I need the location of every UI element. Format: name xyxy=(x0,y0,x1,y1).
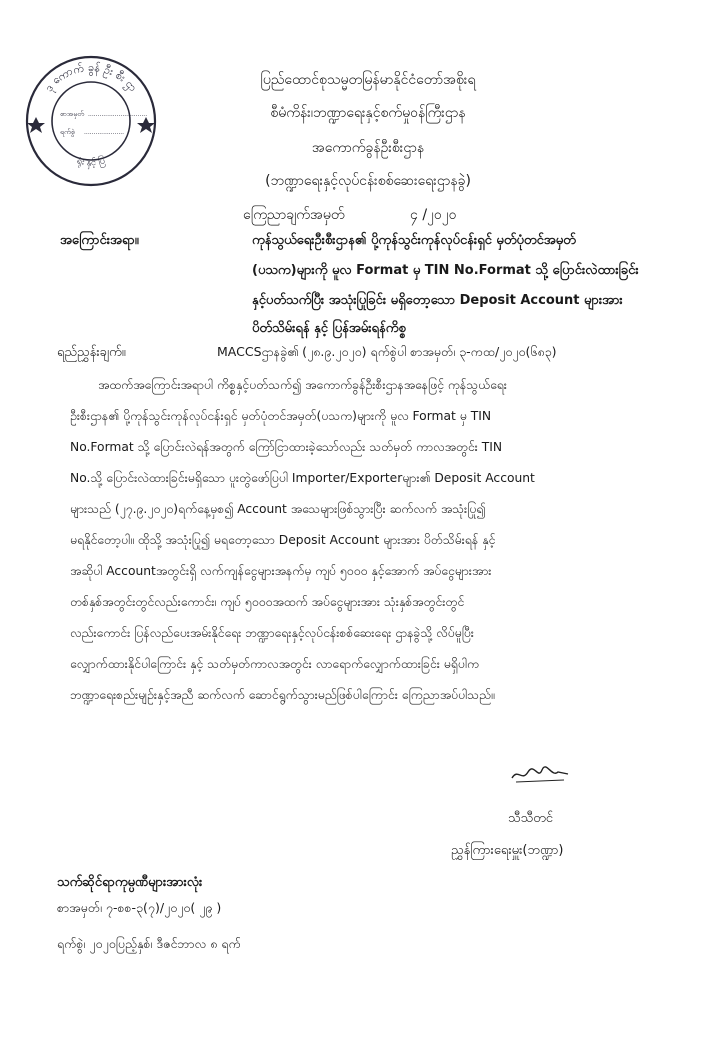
body-line: တစ်နှစ်အတွင်းတွင်လည်းကောင်း၊ ကျပ် ၅၀၀၀အထက် အပ်ငွေများအား သုံးနှစ်အတွင်းတွင် xyxy=(70,595,465,609)
division-name: (ဘဏ္ဍာရေးနှင့်လုပ်ငန်းစစ်ဆေးရေးဌာနခွဲ) xyxy=(265,173,471,189)
subject-line: (ပသက)များကို မူလ Format မှ TIN No.Format သို့ ပြောင်းလဲထားခြင်း xyxy=(252,263,639,278)
ministry-name: စီမံကိန်း၊ဘဏ္ဍာရေးနှင့်စက်မှုဝန်ကြီးဌာန xyxy=(270,105,466,121)
government-name: ပြည်ထောင်စုသမ္မတမြန်မာနိုင်ငံတော်အစိုးရ xyxy=(260,72,476,88)
star-icon xyxy=(27,117,45,133)
body-line: No.Format သို့ ပြောင်းလဲရန်အတွက် ကြော်ငြာထားခဲ့သော်လည်း သတ်မှတ် ကာလအတွင်း TIN xyxy=(70,440,503,454)
body-line: အဆိုပါ Accountအတွင်းရှိ လက်ကျန်ငွေများအနက်မှ ကျပ် ၅၀၀၀ နှင့်အောက် အပ်ငွေများအား xyxy=(70,564,492,578)
signatory-name: သီသီတင် xyxy=(508,811,554,826)
reference-label: ရည်ညွှန်းချက်။ xyxy=(57,345,126,360)
subject-line: ကုန်သွယ်ရေးဦးစီးဌာန၏ ပို့ကုန်သွင်းကုန်လုပ်ငန်းရှင် မှတ်ပုံတင်အမှတ် xyxy=(252,233,576,248)
handwritten-signature xyxy=(508,760,572,788)
notice-label: ကြေညာချက်အမှတ် xyxy=(243,207,345,223)
subject-line: နှင့်ပတ်သက်ပြီး အသုံးပြုခြင်း မရှိတော့သော Deposit Account များအား xyxy=(252,293,623,308)
document-date: ရက်စွဲ၊ ၂၀၂၀ပြည့်နှစ်၊ ဒီဇင်ဘာလ ၈ ရက် xyxy=(57,936,241,951)
reference-text: MACCSဌာနခွဲ၏ (၂၈.၉.၂၀၂၀) ရက်စွဲပါ စာအမှတ်၊ ၃-ကထ/၂၀၂၀(၆၈၃) xyxy=(217,344,557,359)
body-line: လည်းကောင်း ပြန်လည်ပေးအမ်းနိုင်ရေး ဘဏ္ဍာရေးနှင့်လုပ်ငန်းစစ်ဆေးရေး ဌာနခွဲသို့ လိပ်မူပြီး xyxy=(70,626,474,640)
seal-date-label: ရက်စွဲ xyxy=(60,128,75,136)
star-icon xyxy=(137,117,155,133)
seal-graphic xyxy=(22,52,160,190)
body-line: မရနိုင်တော့ပါ။ ထိုသို့ အသုံးပြု၍ မရတော့သော Deposit Account များအား ပိတ်သိမ်းရန် နှင့် xyxy=(70,533,496,547)
seal-ring-bottom-text: ရုံး နှင့် ပြ xyxy=(75,156,107,169)
body-line: များသည် (၂၇.၉.၂၀၂၀)ရက်နေ့မှစ၍ Account အသေများဖြစ်သွားပြီး ဆက်လက် အသုံးပြု၍ xyxy=(70,502,486,516)
signatory-title: ညွှန်ကြားရေးမှူး(ဘဏ္ဍာ) xyxy=(451,843,564,858)
body-line: လျှောက်ထားနိုင်ပါကြောင်း နှင့် သတ်မှတ်ကာလအတွင်း လာရောက်လျှောက်ထားခြင်း မရှိပါက xyxy=(70,657,479,671)
notice-number: ၄ /၂၀၂၀ xyxy=(410,207,457,223)
subject-line: ပိတ်သိမ်းရန် နှင့် ပြန်အမ်းရန်ကိစ္စ xyxy=(252,321,406,336)
body-line: No.သို့ ပြောင်းလဲထားခြင်းမရှိသော ပူးတွဲဖော်ပြပါ Importer/Exporterများ၏ Deposit Account xyxy=(70,471,535,485)
body-line: ဦးစီးဌာန၏ ပို့ကုန်သွင်းကုန်လုပ်ငန်းရှင် မှတ်ပုံတင်အမှတ်(ပသက)များကို မူလ Format မှ TIN xyxy=(70,409,492,423)
seal-ring-top-text: ဒု ကောက် ခွန် ဦး စီး ဌာ xyxy=(42,61,140,95)
seal-number-label: စာအမှတ် xyxy=(60,110,85,118)
seal-number-value: ............................... xyxy=(88,111,148,118)
subject-label: အကြောင်းအရာ။ xyxy=(60,233,139,248)
body-paragraph xyxy=(70,370,710,711)
seal-date-value: ..................... xyxy=(84,129,125,136)
document-number: စာအမှတ်၊ ၇-စစ-၃(၇)/၂၀၂၀( ၂၉ ) xyxy=(57,900,222,915)
department-name: အကောက်ခွန်ဦးစီးဌာန xyxy=(311,140,425,156)
body-line: ဘဏ္ဍာရေးစည်းမျဉ်းနှင့်အညီ ဆက်လက် ဆောင်ရွက်သွားမည်ဖြစ်ပါကြောင်း ကြေညာအပ်ပါသည်။ xyxy=(70,688,495,702)
svg-text:ရုံး နှင့် ပြ xyxy=(76,154,107,169)
body-line: အထက်အကြောင်းအရာပါ ကိစ္စနှင့်ပတ်သက်၍ အကောက်ခွန်ဦးစီးဌာနအနေဖြင့် ကုန်သွယ်ရေး xyxy=(98,378,507,392)
department-seal xyxy=(22,52,160,190)
recipients-line: သက်ဆိုင်ရာကုမ္ပဏီများအားလုံး xyxy=(57,875,203,890)
